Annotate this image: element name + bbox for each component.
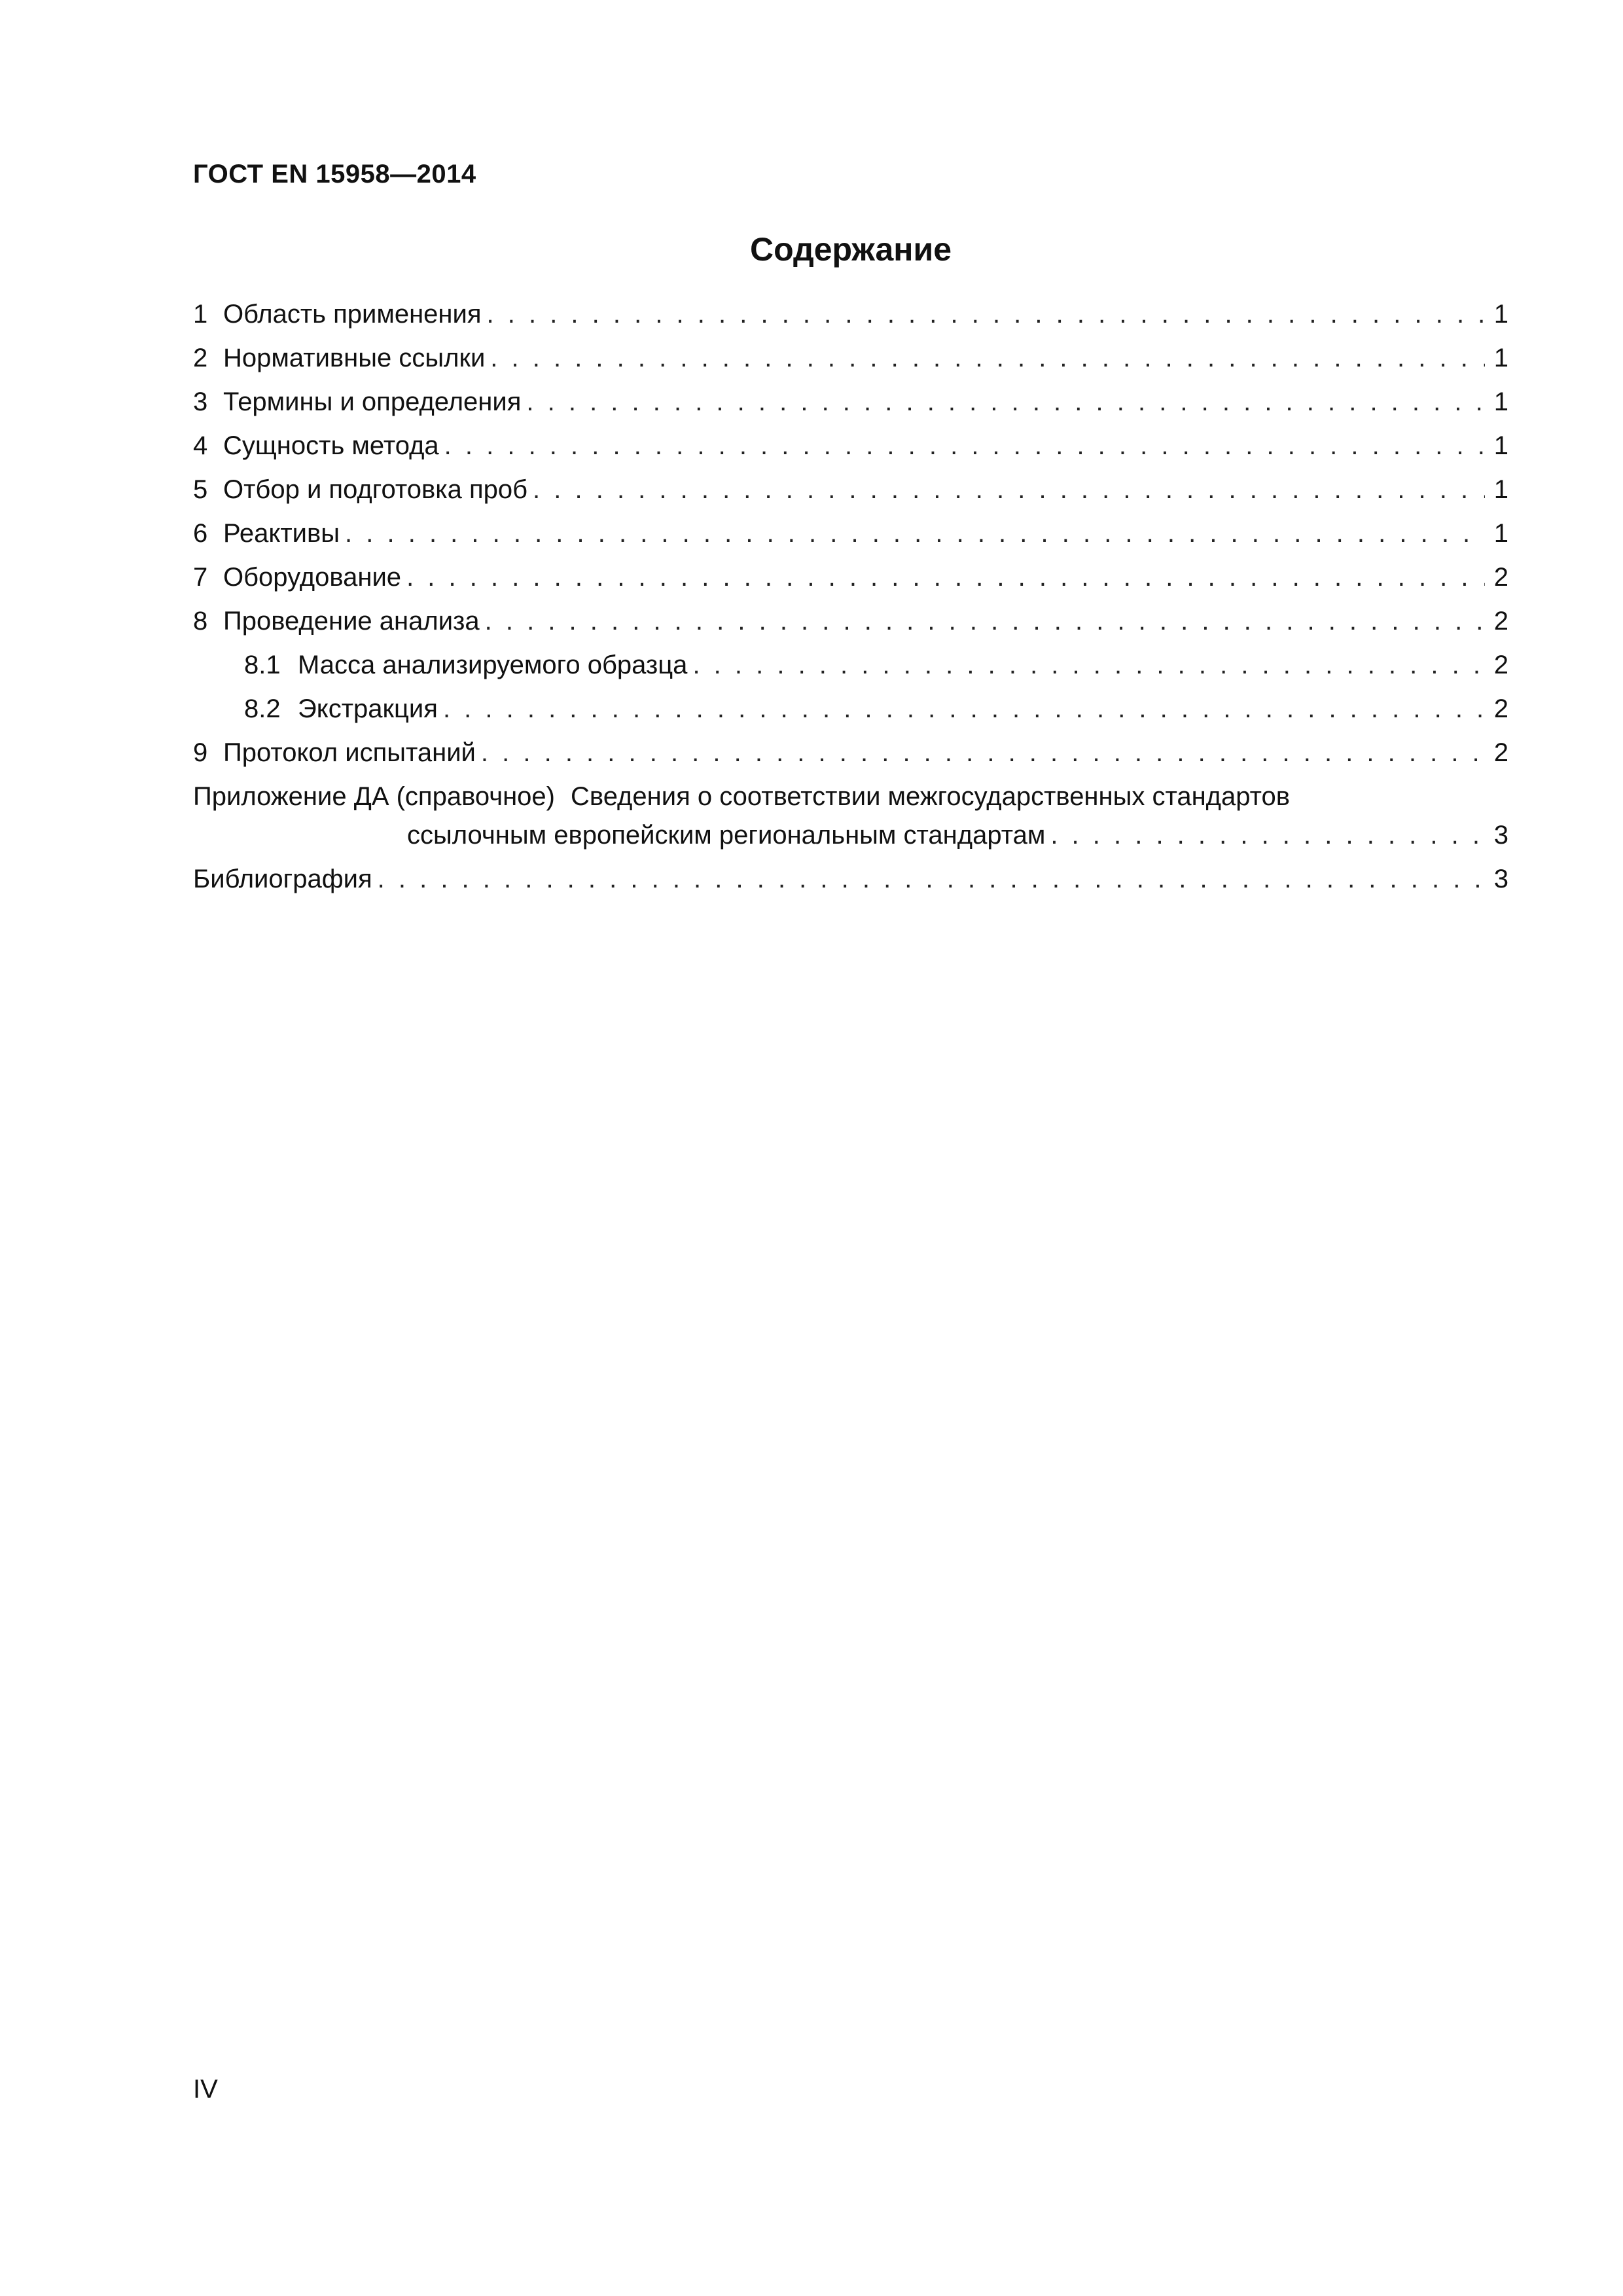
toc-leader-dots — [406, 561, 1485, 594]
toc-leader-dots — [526, 386, 1485, 418]
annex-title-line1: Сведения о соответствии межгосударственных стандартов — [571, 782, 1291, 811]
toc-item-number: 8.2 — [244, 694, 281, 723]
toc-item-page: 1 — [1493, 475, 1508, 504]
toc-item-page: 1 — [1493, 344, 1508, 372]
toc-leader-dots — [490, 342, 1485, 374]
toc-item-text: Экстракция — [298, 694, 438, 723]
toc-item-number: 8 — [193, 607, 208, 636]
toc-leader-dots — [533, 473, 1485, 506]
toc-item-page: 1 — [1493, 387, 1508, 416]
toc-item-number: 2 — [193, 344, 208, 372]
toc-item-number: 4 — [193, 431, 208, 460]
toc-item-annex-da[interactable] — [193, 780, 1508, 863]
toc-item-number: 7 — [193, 563, 208, 592]
toc-item-text: Отбор и подготовка проб — [223, 475, 528, 504]
annex-second-line — [193, 819, 1508, 863]
toc-item-3[interactable] — [193, 386, 1508, 429]
annex-title-line2: ссылочным европейским региональным стандартам — [407, 821, 1046, 850]
toc-item-7[interactable] — [193, 561, 1508, 605]
toc-leader-dots — [487, 298, 1485, 331]
footer-page-number: IV — [193, 2075, 218, 2104]
toc-leader-dots — [378, 863, 1485, 895]
toc-item-number: 9 — [193, 738, 208, 767]
toc-item-text: Термины и определения — [223, 387, 522, 416]
toc-item-6[interactable] — [193, 517, 1508, 561]
toc-item-page: 1 — [1493, 300, 1508, 329]
toc-leader-dots — [481, 736, 1485, 769]
toc-item-8-1[interactable] — [193, 649, 1508, 692]
toc-item-5[interactable] — [193, 473, 1508, 517]
toc-item-text: Область применения — [223, 300, 482, 329]
toc-leader-dots — [443, 692, 1485, 725]
toc-item-text: Проведение анализа — [223, 607, 480, 636]
toc-item-page: 3 — [1493, 865, 1508, 893]
toc-item-page: 3 — [1493, 821, 1508, 850]
toc-item-9[interactable] — [193, 736, 1508, 780]
toc-item-page: 2 — [1493, 694, 1508, 723]
toc-item-page: 2 — [1493, 651, 1508, 679]
toc-item-page: 1 — [1493, 431, 1508, 460]
table-of-contents — [193, 298, 1508, 906]
toc-item-text: Нормативные ссылки — [223, 344, 486, 372]
toc-item-text: Библиография — [193, 865, 372, 893]
toc-leader-dots — [345, 517, 1485, 550]
toc-item-page: 2 — [1493, 607, 1508, 636]
toc-item-1[interactable] — [193, 298, 1508, 342]
toc-item-number: 1 — [193, 300, 208, 329]
toc-leader-dots — [444, 429, 1485, 462]
toc-item-page: 1 — [1493, 519, 1508, 548]
document-header: ГОСТ EN 15958—2014 — [193, 160, 476, 188]
toc-title: Содержание — [749, 231, 952, 268]
toc-item-4[interactable] — [193, 429, 1508, 473]
toc-item-text: Оборудование — [223, 563, 402, 592]
toc-item-text: Сущность метода — [223, 431, 439, 460]
toc-leader-dots — [692, 649, 1485, 681]
toc-leader-dots — [485, 605, 1485, 637]
toc-item-text: Протокол испытаний — [223, 738, 476, 767]
toc-item-number: 8.1 — [244, 651, 281, 679]
annex-first-line — [193, 780, 1508, 819]
toc-item-page: 2 — [1493, 738, 1508, 767]
toc-item-number: 6 — [193, 519, 208, 548]
annex-label: Приложение ДА (справочное) — [193, 782, 555, 811]
toc-item-8-2[interactable] — [193, 692, 1508, 736]
toc-item-bibliography[interactable] — [193, 863, 1508, 906]
toc-item-text: Масса анализируемого образца — [298, 651, 688, 679]
toc-item-page: 2 — [1493, 563, 1508, 592]
toc-item-number: 3 — [193, 387, 208, 416]
toc-leader-dots — [1050, 819, 1485, 852]
toc-item-2[interactable] — [193, 342, 1508, 386]
toc-item-text: Реактивы — [223, 519, 340, 548]
toc-item-number: 5 — [193, 475, 208, 504]
toc-item-8[interactable] — [193, 605, 1508, 649]
